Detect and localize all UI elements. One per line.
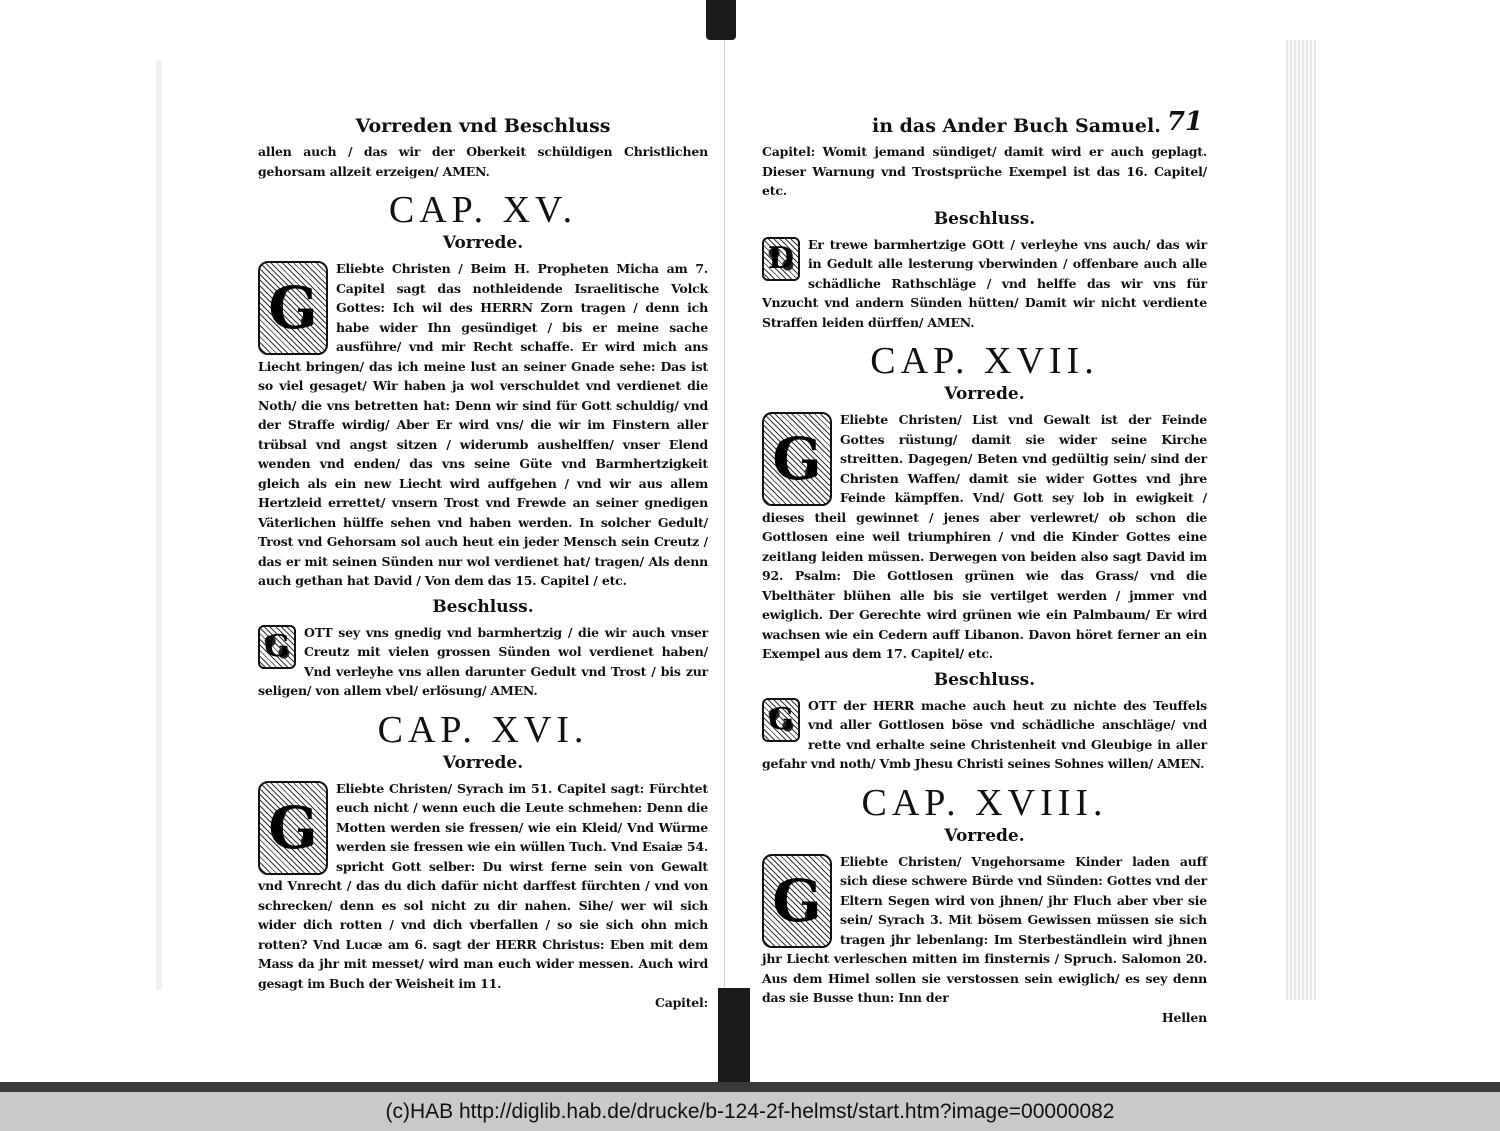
chapter-16-paragraph xyxy=(258,779,708,994)
chapter-15-vorrede: Vorrede. xyxy=(442,233,524,253)
chapter-17-text: Eliebte Christen/ List vnd Gewalt ist der Feinde Gottes rüstung/ damit sie wider seine Kirche streitten. Dagegen/ Beten vnd gedültig sein/ sind der Christen Waffen/ damit sie wider Gottes vnd jhre Feinde kämpffen. Vnd/ Gott sey lob in ewigkeit / dieses theil gewinnet / jenes aber verlewret/ ob schon die Gottlosen eine weil triumphiren / vnd die Kinder Gottes eine zeitlang leiden müssen. Derwegen von beiden also sagt David im 92. Psalm: Die Gottlosen grünen wie das Grass/ vnd die Vbelthäter blühen alle bis sie vertilget werden / jmmer vnd ewiglich. Der Gerechte wird grünen wie ein Palmbaum/ Er wird wachsen wie ein Cedern auff Libanon. Davon höret ferner an ein Exempel aus dem 17. Capitel/ etc. xyxy=(762,412,1207,661)
right-page xyxy=(762,107,1207,1027)
chapter-18-text: Eliebte Christen/ Vngehorsame Kinder laden auff sich diese schwere Bürde vnd Sünden: Gottes vnd der Eltern Segen wird von jhnen/ jhr Fluch aber vber sie sein/ Syrach 3. Mit bösem Gewissen müssen sie sich tragen jhr lebenlang: Im Sterbeständlein wird jhnen jhr Liecht verleschen mitten im finsternis / Spruch. Salomon 20. Aus dem Himel sollen sie verstossen sein ewiglich/ es sey denn das sie Busse thun: Inn der xyxy=(762,853,1207,1005)
chapter-16-beschluss-heading: Beschluss. xyxy=(933,208,1036,229)
chapter-17-beschluss-heading: Beschluss. xyxy=(933,669,1036,690)
decorated-initial-d-small: D xyxy=(762,237,800,281)
chapter-16-beschluss-text: Er trewe barmhertzige GOtt / verleyhe vns auch/ das wir in Gedult alle lesterung vberwinden / offenbare auch alle schädliche Rathschläge / vnd helffe das wir vns für Vnzucht vnd andern Sünden hütten/ Damit wir nicht verdiente Straffen leiden dürffen/ AMEN. xyxy=(762,236,1207,330)
decorated-initial-g: G xyxy=(258,261,328,355)
chapter-15-text: Eliebte Christen / Beim H. Propheten Micha am 7. Capitel sagt das nothleidende Israelitische Volck Gottes: Ich wil des HERRN Zorn tragen / denn ich habe wider Ihn gesündiget / bis er meine sache ausführe/ vnd mir Recht schaffe. Er wird mich ans Liecht bringen/ das ich meine lust an seiner Gnade sehe: Das ist so viel gesaget/ Wir haben ja wol verschuldet vnd verdienet die Noth/ die vns betretten hat: Denn wir sind für Gott schuldig/ vnd der Straffe wirdig/ Aber Er wird vns/ die wir im Finstern aller trübsal vnd angst sitzen / widerumb aushelffen/ vnser Elend wenden vnd enden/ das vns seine Güte vnd Barmhertzigkeit gleich als ein new Liecht wird auffgehen / vnd wir aus allem Hertzleid errettet/ vnsern Trost vnd Frewde an seiner gnedigen Väterlichen hülffe sehen vnd haben werden. In solcher Gedult/ Trost vnd Gehorsam sol auch heut ein jeder Mensch sein Creutz / das er mit seinen Sünden nur wol verdienet hat/ tragen/ Als denn auch gethan hat David / Von dem das 15. Capitel / etc. xyxy=(258,261,708,588)
decorated-initial-g-small: G xyxy=(762,698,800,742)
left-page-edge xyxy=(156,60,162,990)
chapter-15-heading: CAP. XV. xyxy=(388,189,578,231)
chapter-16-heading: CAP. XVI. xyxy=(377,708,589,751)
chapter-17-beschluss-text: OTT der HERR mache auch heut zu nichte des Teuffels vnd aller Gottlosen böse vnd schädliche anschläge/ vnd rette vnd erhalte seine Christenheit vnd Gleubige in aller gefahr vnd noth/ Vmb Jhesu Christi seines Sohnes willen/ AMEN. xyxy=(762,697,1207,771)
left-catchword: Capitel: xyxy=(654,995,708,1010)
chapter-15-beschluss-text: OTT sey vns gnedig vnd barmhertzig / die wir auch vnser Creutz mit vielen grossen Sünden wol verdienet haben/ Vnd verleyhe vns allen darunter Gedult vnd Trost / bis zur seligen/ von allem vbel/ erlösung/ AMEN. xyxy=(258,624,708,698)
page-number: 71 xyxy=(1166,107,1203,137)
left-intro-text: allen auch / das wir der Oberkeit schüldigen Christlichen gehorsam allzeit erzeigen/ AMEN. xyxy=(258,144,708,179)
gutter-line xyxy=(724,40,725,988)
chapter-15-beschluss xyxy=(258,623,708,701)
chapter-18-vorrede: Vorrede. xyxy=(944,825,1025,846)
running-head-right xyxy=(762,107,1207,142)
decorated-initial-g: G xyxy=(258,781,328,875)
chapter-15-paragraph xyxy=(258,259,708,591)
running-head-left xyxy=(258,112,708,142)
running-head-right-title: in das Ander Buch Samuel. xyxy=(872,115,1161,137)
right-page-edges xyxy=(1286,40,1316,1000)
running-head-left-title: Vorreden vnd Beschluss xyxy=(355,115,611,137)
decorated-initial-g: G xyxy=(762,854,832,948)
chapter-16-beschluss xyxy=(762,235,1207,333)
decorated-initial-g: G xyxy=(762,412,832,506)
chapter-17-beschluss xyxy=(762,696,1207,774)
left-page xyxy=(258,112,708,1013)
copyright-caption: (c)HAB http://diglib.hab.de/drucke/b-124-2f-helmst/start.htm?image=00000082 xyxy=(0,1092,1500,1131)
chapter-17-paragraph xyxy=(762,410,1207,664)
spine-clip-bottom xyxy=(718,988,750,1083)
chapter-15-beschluss-heading: Beschluss. xyxy=(432,596,534,617)
decorated-initial-g-small: G xyxy=(258,625,296,669)
right-intro-text: Capitel: Womit jemand sündiget/ damit wird er auch geplagt. Dieser Warnung vnd Trostsprüche Exempel ist das 16. Capitel/ etc. xyxy=(762,144,1207,198)
chapter-16-vorrede: Vorrede. xyxy=(442,752,524,773)
chapter-18-heading: CAP. XVIII. xyxy=(861,781,1108,824)
scan-bottom-edge xyxy=(0,1082,1500,1092)
right-catchword: Hellen xyxy=(1161,1009,1207,1025)
chapter-16-text: Eliebte Christen/ Syrach im 51. Capitel sagt: Fürchtet euch nicht / wenn euch die Leute schmehen: Denn die Motten werden sie fressen/ wie ein Kleid/ Vnd Würme werden sie fressen wie ein wüllen Tuch. Vnd Esaiæ 54. spricht Gott selber: Du wirst ferne sein von Gewalt vnd Vnrecht / das du dich dafür nicht darffest fürchten / vnd von schrecken/ denn es sol nicht zu dir nahen. Sihe/ wer wil sich wider dich rotten / vnd dich vberfallen / so sie sich ohn mich rotten? Vnd Lucæ am 6. sagt der HERR Christus: Eben mit dem Mass da jhr mit messet/ wird man euch wider messen. Auch wird gesagt im Buch der Weisheit im 11. xyxy=(258,780,708,991)
spine-clip-top xyxy=(706,0,736,40)
chapter-17-heading: CAP. XVII. xyxy=(870,340,1099,382)
chapter-17-vorrede: Vorrede. xyxy=(944,384,1025,404)
chapter-18-paragraph xyxy=(762,852,1207,1008)
